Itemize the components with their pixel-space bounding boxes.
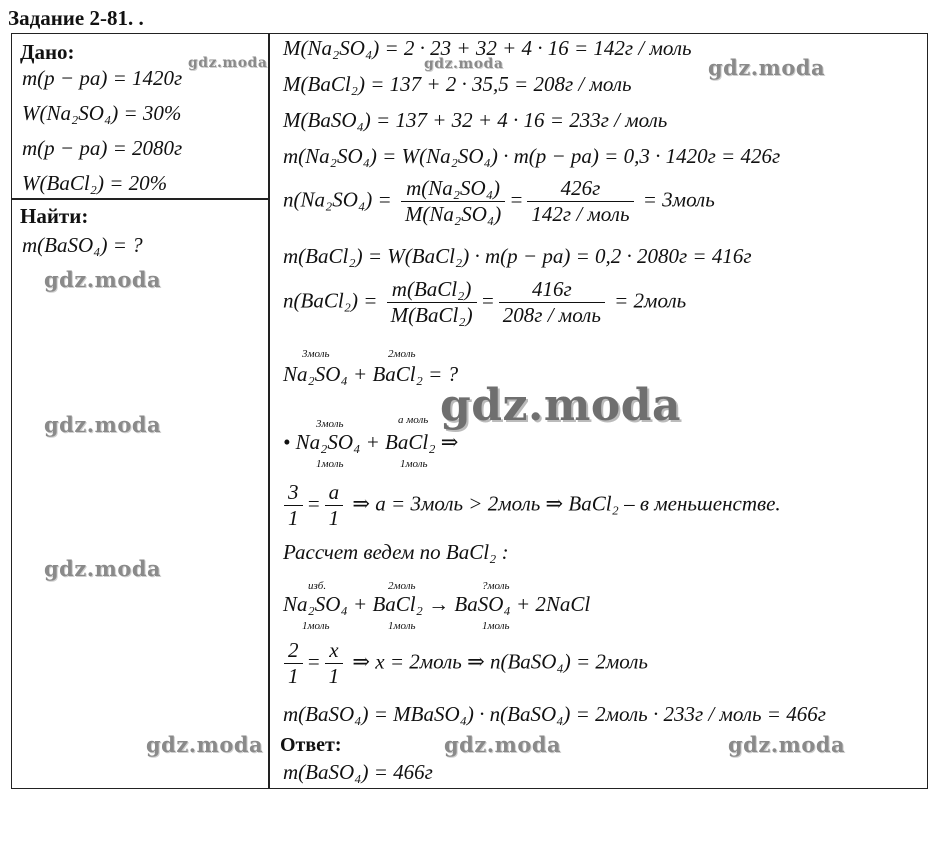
denominator: 142г / моль xyxy=(531,202,630,226)
reaction-proportion: • Na₂SO₄ + BaCl₂ ⇒ xyxy=(283,430,459,454)
task-title: Задание 2-81. . xyxy=(8,6,144,30)
mass-bacl2: m(BaCl₂) = W(BaCl₂) · m(p − pa) = 0,2 · 2080г = 416г xyxy=(283,244,752,268)
annotation-above: 3моль xyxy=(302,348,330,360)
proportion-compare: $\frac{3}{1}$ = $\frac{a}{1}$ ⇒ a = 3моль > 2моль ⇒ BaCl₂ – в меньшенстве. xyxy=(280,482,781,529)
proportion-x: $\frac{2}{1}$ = $\frac{x}{1}$ ⇒ x = 2моль ⇒ n(BaSO₄) = 2моль xyxy=(280,640,648,687)
denominator: 208г / моль xyxy=(502,303,601,327)
annotation-above: 2моль xyxy=(388,348,416,360)
given-line-3: m(p − pa) = 2080г xyxy=(22,136,183,160)
numerator: x xyxy=(325,640,344,664)
numerator: m(Na₂SO₄) xyxy=(401,178,505,202)
denominator: M(Na₂SO₄) xyxy=(404,202,502,226)
watermark: gdz.moda xyxy=(440,380,682,431)
answer-line: m(BaSO₄) = 466г xyxy=(283,760,433,784)
numerator: a xyxy=(325,482,344,506)
numerator: m(BaCl₂) xyxy=(387,279,477,303)
annotation-below: 1моль xyxy=(400,458,428,470)
given-find-divider xyxy=(11,198,269,200)
annotation-above: ?моль xyxy=(482,580,510,592)
numerator: 2 xyxy=(284,640,303,664)
calculation-note: Рассчет ведем по BaCl₂ : xyxy=(283,540,509,564)
denominator: 1 xyxy=(288,506,299,530)
moles-bacl2-lhs: n(BaCl₂) = xyxy=(283,288,378,313)
fraction xyxy=(284,640,303,687)
fraction xyxy=(527,178,633,225)
watermark: gdz.moda xyxy=(188,55,268,71)
annotation-above: изб. xyxy=(308,580,327,592)
moles-bacl2: n(BaCl₂) = m(BaCl₂) M(BaCl₂) = 416г 208г / моль = 2моль xyxy=(283,277,687,327)
find-line: m(BaSO₄) = ? xyxy=(22,233,143,257)
watermark: gdz.moda xyxy=(44,556,162,581)
denominator: 1 xyxy=(328,506,340,530)
annotation-below: 1моль xyxy=(388,620,416,632)
watermark: gdz.moda xyxy=(444,732,562,757)
annotation-below: 1моль xyxy=(302,620,330,632)
numerator: 426г xyxy=(527,178,633,202)
molar-mass-bacl2: M(BaCl₂) = 137 + 2 · 35,5 = 208г / моль xyxy=(283,72,632,96)
denominator: M(BaCl₂) xyxy=(390,303,473,327)
numerator: 3 xyxy=(284,482,303,506)
watermark: gdz.moda xyxy=(708,55,826,80)
fraction xyxy=(325,482,344,529)
answer-header: Ответ: xyxy=(280,734,342,756)
denominator: 1 xyxy=(328,664,340,688)
moles-bacl2-result: = 2моль xyxy=(614,288,687,313)
moles-na2so4-lhs: n(Na₂SO₄) = xyxy=(283,187,392,212)
numerator: 416г xyxy=(499,279,605,303)
fraction xyxy=(401,178,505,225)
column-divider xyxy=(268,33,270,789)
given-header: Дано: xyxy=(20,40,75,64)
proportion-x-conclusion: ⇒ x = 2моль ⇒ n(BaSO₄) = 2моль xyxy=(352,649,648,674)
fraction xyxy=(499,279,605,326)
annotation-below: 1моль xyxy=(316,458,344,470)
annotation-above: a моль xyxy=(398,414,429,426)
watermark: gdz.moda xyxy=(44,267,162,292)
annotation-above: 3моль xyxy=(316,418,344,430)
annotation-above: 2моль xyxy=(388,580,416,592)
annotation-below: 1моль xyxy=(482,620,510,632)
fraction xyxy=(387,279,477,326)
moles-na2so4-result: = 3моль xyxy=(642,187,715,212)
reaction-question: Na₂SO₄ + BaCl₂ = ? xyxy=(283,362,459,386)
given-line-2: W(Na₂SO₄) = 30% xyxy=(22,101,182,125)
proportion-conclusion: ⇒ a = 3моль > 2моль ⇒ BaCl₂ – в меньшенстве. xyxy=(352,491,781,516)
watermark: gdz.moda xyxy=(44,412,162,437)
given-line-1: m(p − pa) = 1420г xyxy=(22,66,183,90)
denominator: 1 xyxy=(288,664,299,688)
molar-mass-na2so4: M(Na₂SO₄) = 2 · 23 + 32 + 4 · 16 = 142г / моль xyxy=(283,36,692,60)
watermark: gdz.moda xyxy=(424,56,504,72)
find-header: Найти: xyxy=(20,204,89,228)
fraction xyxy=(325,640,344,687)
watermark: gdz.moda xyxy=(728,732,846,757)
mass-baso4: m(BaSO₄) = MBaSO₄) · n(BaSO₄) = 2моль · 233г / моль = 466г xyxy=(283,702,826,726)
fraction xyxy=(284,482,303,529)
mass-na2so4: m(Na₂SO₄) = W(Na₂SO₄) · m(p − pa) = 0,3 · 1420г = 426г xyxy=(283,144,781,168)
main-reaction: Na₂SO₄ + BaCl₂ → BaSO₄ + 2NaCl xyxy=(283,592,591,616)
molar-mass-baso4: M(BaSO₄) = 137 + 32 + 4 · 16 = 233г / моль xyxy=(283,108,668,132)
moles-na2so4: n(Na₂SO₄) = $\frac{\text{m(Na₂SO₄)}}{\text{M(Na₂SO₄)}}$ = 426г 142г / моль = 3моль xyxy=(283,176,715,226)
given-line-4: W(BaCl₂) = 20% xyxy=(22,171,168,195)
watermark: gdz.moda xyxy=(146,732,264,757)
